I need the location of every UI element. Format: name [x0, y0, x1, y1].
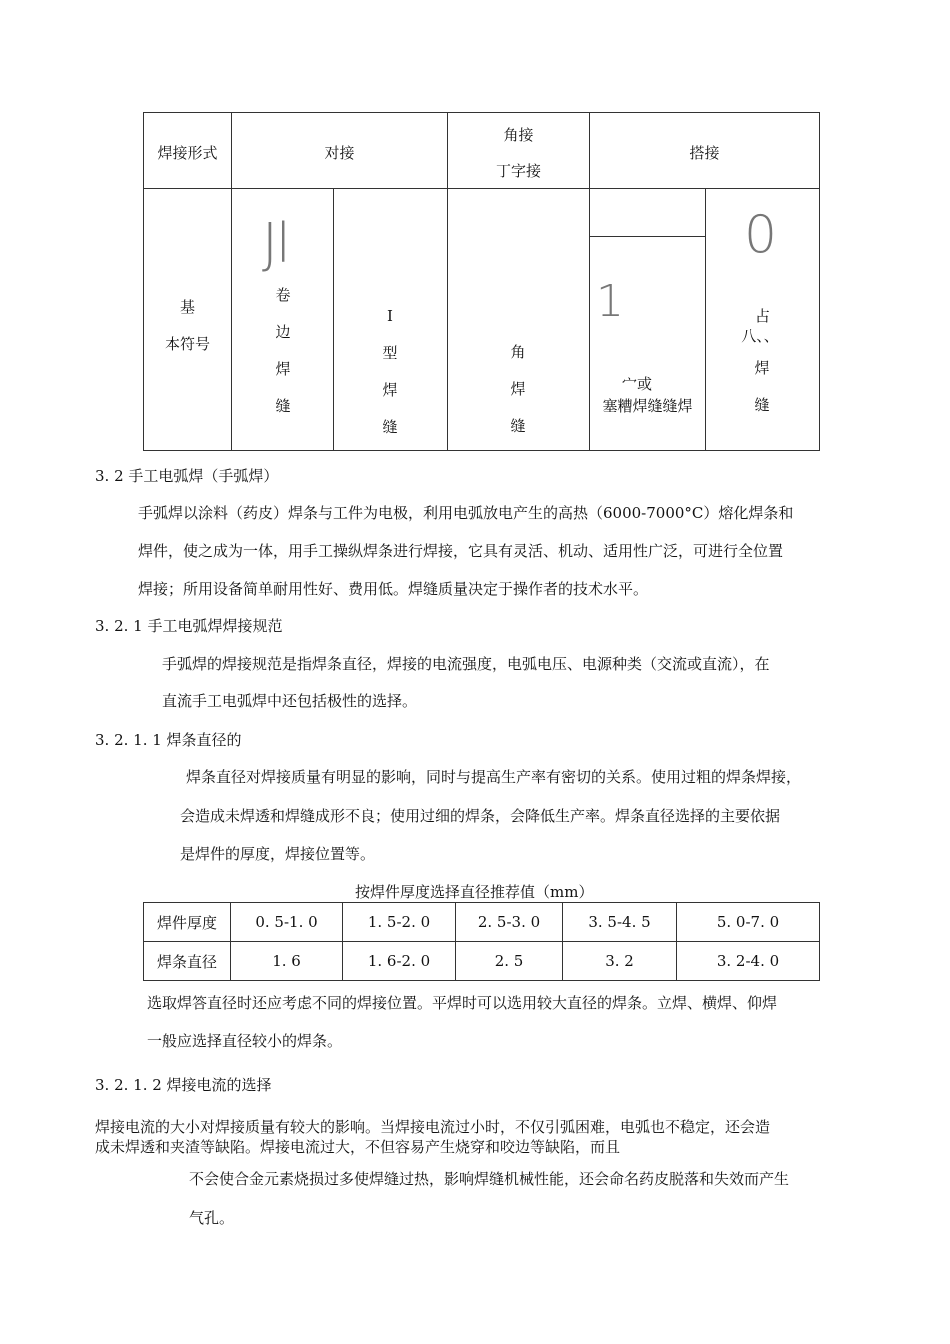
heading-3-2-1-1: 3. 2. 1. 1 焊条直径的 [95, 731, 242, 749]
para-3-2-1-2-line1: 焊接电流的大小对焊接质量有较大的影响。当焊接电流过小时，不仅引弧困难，电弧也不稳定，还会造 [95, 1118, 771, 1136]
header-label: 焊接形式 [157, 144, 218, 162]
plug-weld-label-line1: 宀或 [621, 375, 652, 393]
table-cell: 焊条直径 [144, 942, 231, 981]
flange-weld-label: 卷 边 焊 缝 [275, 286, 291, 415]
plug-weld-symbol: 1 [596, 276, 624, 327]
table-cell: 5. 0-7. 0 [677, 903, 820, 942]
header-butt: 对接 [324, 144, 355, 162]
table-cell: 1. 6 [231, 942, 343, 981]
para-3-2-line3: 焊接；所用设备简单耐用性好、费用低。焊缝质量决定于操作者的技术水平。 [138, 580, 649, 598]
row-label-line2: 本符号 [164, 335, 210, 353]
i-type-weld-label: I 型 焊 缝 [382, 307, 398, 436]
row-label-line1: 基 [179, 298, 195, 316]
para-3-2-1-2-line2: 成未焊透和夹渣等缺陷。焊接电流过大，不但容易产生烧穿和咬边等缺陷，而且 [95, 1138, 621, 1156]
flange-weld-symbol: Jl [262, 212, 289, 275]
after-table-line1: 选取焊答直径时还应考虑不同的焊接位置。平焊时可以选用较大直径的焊条。立焊、横焊、仰焊 [147, 994, 778, 1012]
table-row [144, 942, 820, 981]
header-corner-line2: 丁字接 [495, 162, 541, 180]
heading-3-2-1: 3. 2. 1 手工电弧焊焊接规范 [95, 617, 283, 635]
plug-cell-divider [590, 236, 705, 237]
table-cell: 3. 5-4. 5 [563, 903, 677, 942]
diameter-table-caption: 按焊件厚度选择直径推荐值（mm） [355, 883, 594, 901]
spot-weld-symbol: 0 [744, 205, 778, 265]
para-3-2-1-1-line2: 会造成未焊透和焊缝成形不良；使用过细的焊条，会降低生产率。焊条直径选择的主要依据 [180, 807, 781, 825]
table-cell: 焊件厚度 [144, 903, 231, 942]
table-row [144, 903, 820, 942]
table-cell: 1. 6-2. 0 [343, 942, 456, 981]
after-table-line2: 一般应选择直径较小的焊条。 [147, 1032, 343, 1050]
para-3-2-1-line1: 手弧焊的焊接规范是指焊条直径，焊接的电流强度，电弧电压、电源种类（交流或直流），在 [162, 655, 770, 673]
diameter-table [143, 902, 820, 981]
table-cell: 1. 5-2. 0 [343, 903, 456, 942]
fillet-weld-label: 角 焊 缝 [510, 343, 526, 435]
para2-3-2-1-2-line2: 气孔。 [189, 1209, 235, 1227]
table-cell: 3. 2 [563, 942, 677, 981]
header-corner-line1: 角接 [503, 126, 534, 144]
table-cell: 3. 2-4. 0 [677, 942, 820, 981]
para-3-2-line2: 焊件，使之成为一体，用手工操纵焊条进行焊接，它具有灵活、机动、适用性广泛，可进行全位置 [138, 542, 784, 560]
table-cell: 2. 5-3. 0 [456, 903, 563, 942]
para-3-2-1-line2: 直流手工电弧焊中还包括极性的选择。 [162, 692, 418, 710]
heading-3-2-1-2: 3. 2. 1. 2 焊接电流的选择 [95, 1076, 272, 1094]
table-cell: 2. 5 [456, 942, 563, 981]
spot-weld-label-line1: 占 [754, 307, 770, 325]
para2-3-2-1-2-line1: 不会使合金元素烧损过多使焊缝过热，影响焊缝机械性能，还会命名药皮脱落和失效而产生 [189, 1170, 790, 1188]
symbol-row-label-cell [143, 188, 232, 451]
header-lap: 搭接 [689, 144, 720, 162]
spot-weld-label: 焊 缝 [754, 359, 770, 414]
spot-weld-label-line2: 八、、 [741, 327, 779, 345]
para-3-2-line1: 手弧焊以涂料（药皮）焊条与工件为电极，利用电弧放电产生的高热（6000-7000°C）熔化焊条和 [138, 504, 794, 522]
table-cell: 0. 5-1. 0 [231, 903, 343, 942]
para-3-2-1-1-line1: 焊条直径对焊接质量有明显的影响，同时与提高生产率有密切的关系。使用过粗的焊条焊接， [186, 768, 802, 786]
heading-3-2: 3. 2 手工电弧焊（手弧焊） [95, 467, 279, 485]
plug-weld-label-line2: 塞糟焊缝缝焊 [602, 397, 693, 415]
para-3-2-1-1-line3: 是焊件的厚度，焊接位置等。 [180, 845, 376, 863]
